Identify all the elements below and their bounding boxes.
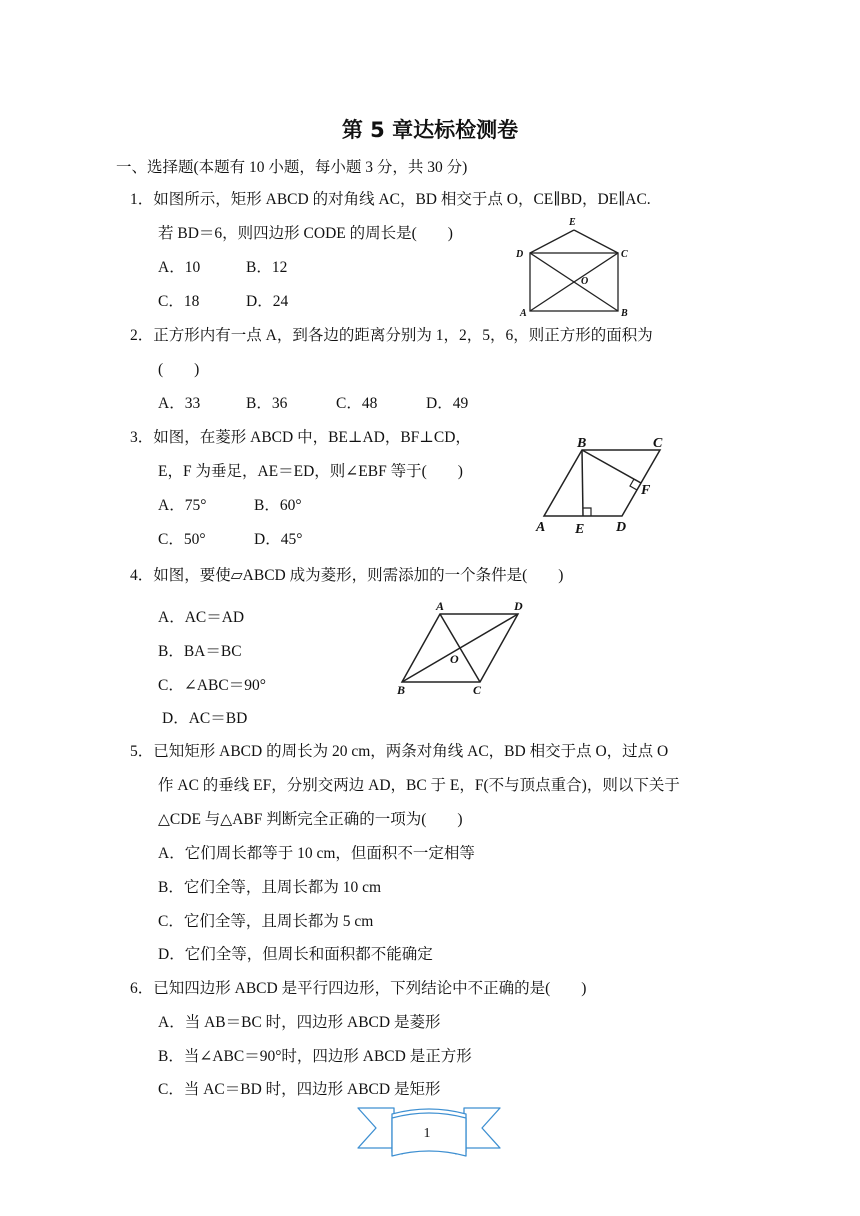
q1-option-c: C．18 <box>158 293 200 310</box>
q4-label-a: A <box>436 599 445 613</box>
q1-line1: 1．如图所示，矩形 ABCD 的对角线 AC，BD 相交于点 O，CE∥BD，DE∥AC. <box>130 191 651 208</box>
q1-line2: 若 BD＝6，则四边形 CODE 的周长是( ) <box>158 225 453 242</box>
page-number: 1 <box>423 1126 431 1141</box>
q1-rectangle-figure <box>510 212 630 318</box>
q5-option-c: C．它们全等，且周长都为 5 cm <box>158 913 374 930</box>
q2-option-d: D．49 <box>426 395 469 412</box>
q2-option-c: C．48 <box>336 395 378 412</box>
q3-label-b: B <box>577 436 587 451</box>
q5-line1: 5．已知矩形 ABCD 的周长为 20 cm，两条对角线 AC，BD 相交于点 O，过点 O <box>130 743 669 760</box>
q2-option-b: B．36 <box>246 395 288 412</box>
q3-label-f: F <box>641 483 651 498</box>
q3-rhombus-figure <box>530 432 674 540</box>
q2-option-a: A．33 <box>158 395 201 412</box>
q5-line2: 作 AC 的垂线 EF，分别交两边 AD，BC 于 E，F(不与顶点重合)，则以下关于 <box>158 777 680 794</box>
q6-line1: 6．已知四边形 ABCD 是平行四边形，下列结论中不正确的是( ) <box>130 980 587 997</box>
q3-label-e: E <box>575 522 585 537</box>
q5-option-b: B．它们全等，且周长都为 10 cm <box>158 879 382 896</box>
q3-line2: E，F 为垂足，AE＝ED，则∠EBF 等于( ) <box>158 463 463 480</box>
q4-label-c: C <box>473 683 482 697</box>
q1-option-d: D．24 <box>246 293 289 310</box>
q3-option-b: B．60° <box>254 497 302 514</box>
q6-option-b: B．当∠ABC＝90°时，四边形 ABCD 是正方形 <box>158 1048 472 1065</box>
q1-label-a: A <box>520 308 527 319</box>
q1-option-a: A．10 <box>158 259 201 276</box>
q4-label-o: O <box>450 652 459 666</box>
q3-label-a: A <box>536 520 546 535</box>
q4-option-a: A．AC＝AD <box>158 609 245 626</box>
q6-option-a: A．当 AB＝BC 时，四边形 ABCD 是菱形 <box>158 1014 441 1031</box>
q1-label-c: C <box>621 249 628 260</box>
q3-option-c: C．50° <box>158 531 206 548</box>
q2-line2: ( ) <box>158 361 200 378</box>
q6-option-c: C．当 AC＝BD 时，四边形 ABCD 是矩形 <box>158 1081 441 1098</box>
q5-option-a: A．它们周长都等于 10 cm，但面积不一定相等 <box>158 845 475 862</box>
q4-option-d: D．AC＝BD <box>162 710 248 727</box>
q4-option-b: B．BA＝BC <box>158 643 242 660</box>
q5-line3: △CDE 与△ABF 判断完全正确的一项为( ) <box>158 811 463 828</box>
q1-label-d: D <box>516 249 524 260</box>
page-title: 第 5 章达标检测卷 <box>341 118 519 142</box>
q4-option-c: C．∠ABC＝90° <box>158 677 266 694</box>
q3-line1: 3．如图，在菱形 ABCD 中，BE⊥AD，BF⊥CD， <box>130 429 471 446</box>
q4-label-b: B <box>397 683 406 697</box>
q1-label-o: O <box>581 276 589 287</box>
q1-label-b: B <box>621 308 628 319</box>
q5-option-d: D．它们全等，但周长和面积都不能确定 <box>158 946 433 963</box>
q3-label-d: D <box>616 520 627 535</box>
q3-label-c: C <box>653 436 663 451</box>
q4-line1: 4．如图，要使▱ABCD 成为菱形，则需添加的一个条件是( ) <box>130 567 564 584</box>
section-header: 一、选择题(本题有 10 小题，每小题 3 分，共 30 分) <box>116 159 468 176</box>
q2-line1: 2．正方形内有一点 A，到各边的距离分别为 1，2，5，6，则正方形的面积为 <box>130 327 653 344</box>
q4-parallelogram-figure <box>390 596 530 700</box>
q3-option-d: D．45° <box>254 531 303 548</box>
q1-label-e: E <box>569 217 576 228</box>
q4-label-d: D <box>514 599 523 613</box>
q1-option-b: B．12 <box>246 259 288 276</box>
q3-option-a: A．75° <box>158 497 207 514</box>
